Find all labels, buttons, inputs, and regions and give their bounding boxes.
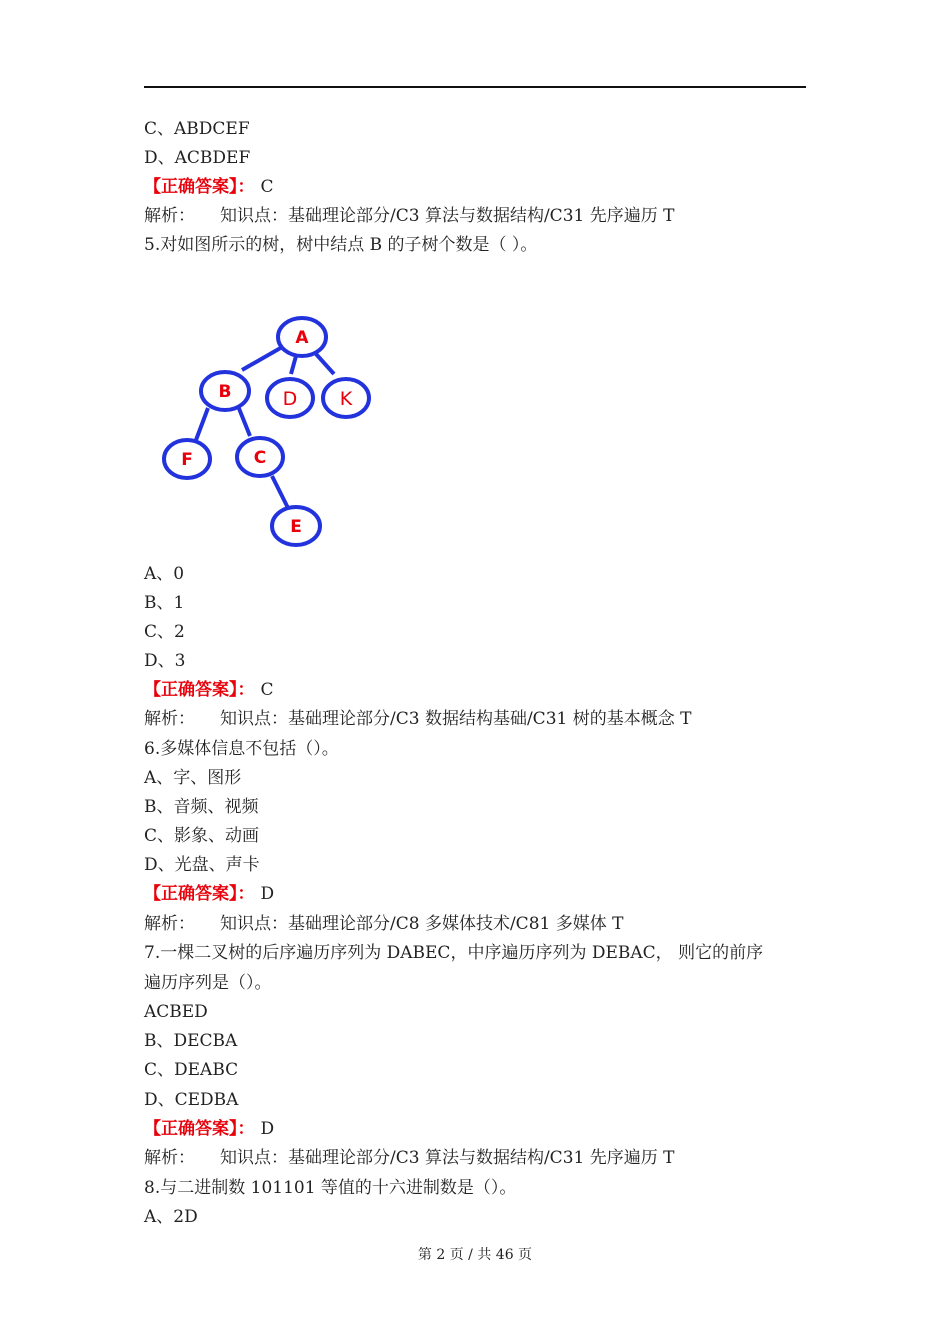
q6-option-b: B、音频、视频 [144,797,259,817]
q5-answer-line [144,679,274,701]
node-a-label: A [295,328,309,348]
node-f-label: F [181,450,193,470]
q7-option-d: D、CEDBA [144,1090,239,1110]
q5-option-b: B、1 [144,593,185,613]
header-rule [144,86,806,88]
option-c: C、ABDCEF [144,119,250,139]
answer-value: D [260,1119,275,1139]
answer-label: 【正确答案】： [144,1119,255,1139]
q8-option-a: A、2D [144,1207,198,1227]
answer-label: 【正确答案】： [144,680,255,700]
analysis-label: 解析： [144,1148,195,1168]
answer-value: D [260,884,275,904]
q6-analysis-line [144,913,623,935]
q5-option-a: A、0 [144,564,185,584]
tree-diagram [150,308,353,553]
analysis-text: 知识点：基础理论部分/C3 数据结构基础/C31 树的基本概念 T [220,709,692,729]
q6-answer-line [144,883,274,905]
question-7-line-1: 7.一棵二叉树的后序遍历序列为 DABEC，中序遍历序列为 DEBAC， 则它的前序 [144,943,764,963]
q6-option-d: D、光盘、声卡 [144,855,260,875]
page-footer: 第 2 页 / 共 46 页 [417,1247,533,1263]
answer-label: 【正确答案】： [144,177,255,197]
analysis-line [144,205,674,227]
node-e-label: E [290,517,302,537]
q7-option-a: ACBED [144,1002,208,1022]
q5-analysis-line [144,708,691,730]
analysis-text: 知识点：基础理论部分/C8 多媒体技术/C81 多媒体 T [220,914,624,934]
answer-value: C [260,177,274,197]
question-6: 6.多媒体信息不包括（）。 [144,739,339,759]
node-c-label: C [253,448,267,468]
analysis-text: 知识点：基础理论部分/C3 算法与数据结构/C31 先序遍历 T [220,206,675,226]
edge-c-e [272,476,288,508]
q5-option-d: D、3 [144,651,186,671]
node-d-label: D [282,388,298,410]
answer-value: C [260,680,274,700]
q6-option-c: C、影象、动画 [144,826,260,846]
edge-a-k [316,354,334,374]
answer-line [144,176,274,198]
answer-label: 【正确答案】： [144,884,255,904]
analysis-label: 解析： [144,914,195,934]
analysis-label: 解析： [144,206,195,226]
node-b-label: B [218,382,232,402]
analysis-text: 知识点：基础理论部分/C3 算法与数据结构/C31 先序遍历 T [220,1148,675,1168]
edge-a-d [291,356,296,374]
q7-answer-line [144,1118,274,1140]
analysis-label: 解析： [144,709,195,729]
q7-option-c: C、DEABC [144,1060,239,1080]
edge-a-b [242,346,284,370]
edge-b-c [238,406,250,436]
node-k-label: K [339,388,353,410]
q6-option-a: A、字、图形 [144,768,242,788]
option-d: D、ACBDEF [144,148,251,168]
question-8: 8.与二进制数 101101 等值的十六进制数是（）。 [144,1178,517,1198]
edge-b-f [196,408,208,440]
question-5: 5.对如图所示的树，树中结点 B 的子树个数是（ ）。 [144,235,538,255]
q5-option-c: C、2 [144,622,185,642]
question-7-line-2: 遍历序列是（）。 [144,973,272,993]
q7-analysis-line [144,1147,674,1169]
q7-option-b: B、DECBA [144,1031,238,1051]
